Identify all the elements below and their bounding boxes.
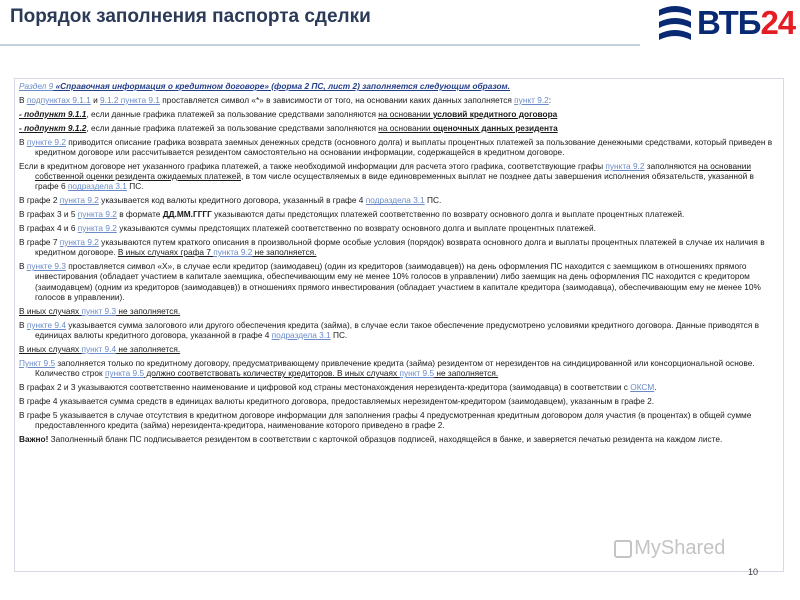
link-subsection-3-1[interactable]: подраздела 3.1 (365, 195, 425, 206)
link-item-9-4[interactable]: пункте 9.4 (26, 319, 66, 330)
paragraph-important: Важно! Заполненный бланк ПС подписывается резидентом в соответствии с карточкой образцов подписей, находящейся в банке, и заверяется печатью резидента на каждом листе. (19, 434, 723, 444)
logo-24: 24 (760, 4, 796, 41)
header (0, 0, 800, 60)
paragraph-no-schedule: Если в кредитном договоре нет указанного графика платежей, а также необходимой информации для расчета этого графика, соответствующие графы пункта 9.2 заполняются на основании собственной оценки резидента ожидаемых платежей, в том числе осуществляемых в виде единовременных выплат не позднее даты завершения исполнения обязательств, указанной в графе 6 подраздела 3.1 ПС. (19, 160, 754, 192)
link-item-9-5[interactable]: пункт 9.5 (399, 368, 435, 379)
paragraph-column-2: В графе 2 пункта 9.2 указывается код валюты кредитного договора, указанный в графе 4 подраздела 3.1 ПС. (19, 195, 442, 206)
paragraph-column-7: В графе 7 пункта 9.2 указываются путем краткого описания в произвольной форме особые условия (порядок) возврата основного долга и выплаты процентных платежей в случае их наличия в кредитном договоре. В иных случаях графа 7 пункта 9.2 не заполняется. (19, 236, 765, 258)
link-oksm[interactable]: ОКСМ (630, 382, 655, 393)
paragraph-subitem-9-1-1: - подпункт 9.1.1, если данные графика платежей за пользование средствами заполняются на основании условий кредитного договора (19, 108, 558, 119)
link-item-9-2[interactable]: пункт 9.2 (514, 94, 549, 105)
paragraph-columns-3-5: В графах 3 и 5 пункта 9.2 в формате ДД.ММ.ГГГГ указываются даты предстоящих платежей соответственно по возврату основного долга и выплате процентных платежей. (19, 209, 685, 220)
link-section-9[interactable]: Раздел 9 (19, 81, 54, 91)
logo-text (697, 4, 795, 42)
page-number: 10 (748, 567, 759, 577)
logo-vtb: ВТБ (697, 4, 761, 41)
link-subsection-3-1[interactable]: подраздела 3.1 (67, 181, 127, 192)
link-item-9-5[interactable]: Пункт 9.5 (19, 357, 56, 368)
paragraph-column-4: В графе 4 указывается сумма средств в единицах валюты кредитного договора, предоставляемых нерезидентом-кредитором (заимодавцем), указанным в графе 2. (19, 395, 655, 406)
link-item-9-2[interactable]: пункта 9.2 (59, 195, 99, 206)
link-item-9-2[interactable]: пункта 9.2 (213, 247, 253, 258)
paragraph-column-5: В графе 5 указывается в случае отсутствия в кредитном договоре информации для заполнения графы 4 предусмотренная кредитным договором доля участия (в процентах) в общей сумме предоставленного кредита (займа) нерезидента-кредитора, наименование которого приведено в графе 2. (19, 409, 752, 431)
link-item-9-2[interactable]: пункта 9.2 (605, 160, 645, 171)
watermark: MyShared (634, 537, 726, 559)
paragraph-item-9-4: В пункте 9.4 указывается сумма залогового или другого обеспечения кредита (займа), в случае если такое обеспечение предусмотрено условиями кредитного договора. Данные приводятся в единицах валюты кредитного договора, указанной в графе 4 подраздела 3.1 ПС. (19, 319, 760, 341)
link-subsection-3-1[interactable]: подраздела 3.1 (271, 330, 331, 341)
paragraph-item-9-3-else: В иных случаях пункт 9.3 не заполняется. (19, 305, 181, 316)
paragraph-subitems: В подпунктах 9.1.1 и 9.1.2 пункта 9.1 проставляется символ «*» в зависимости от того, на основании каких данных заполняется пункт 9.2: (19, 94, 552, 105)
link-item-9-3[interactable]: пункт 9.3 (81, 305, 117, 316)
paragraph-item-9-3: В пункте 9.3 проставляется символ «Х», в случае если кредитор (заимодавец) (один из кредиторов (заимодавцев)) на день оформления ПС находится с заемщиком в отношениях прямого инвестирования (обладает участием в капитале заемщика, обеспечивающим ему не менее 10% голосов в управлении) либо заемщик на день оформления ПС находится с кредитором (заимодавцем) (одним из кредиторов (заимодавцев)) в отношениях прямого инвестирования (обладает участием в капитале кредитора (заимодавца), обеспечивающим ему не менее 10% голосов в управлении). (19, 261, 761, 302)
header-divider (0, 44, 640, 46)
link-item-9-2[interactable]: пункта 9.2 (77, 223, 117, 234)
link-item-9-3[interactable]: пункте 9.3 (26, 261, 66, 272)
link-subitem-9-1-2[interactable]: 9.1.2 пункта 9.1 (100, 94, 160, 105)
link-item-9-4[interactable]: пункт 9.4 (81, 343, 117, 354)
link-item-9-5[interactable]: пункта 9.5 (104, 368, 145, 379)
content-box (14, 78, 784, 572)
paragraph-columns-2-3: В графах 2 и 3 указываются соответственно наименование и цифровой код страны местонахождения нерезидента-кредитора (заимодавца) в соответствии с ОКСМ. (19, 382, 657, 393)
vtb-waves-icon (655, 2, 695, 48)
link-item-9-2[interactable]: пункта 9.2 (59, 236, 99, 247)
link-subitem-9-1-1[interactable]: подпунктах 9.1.1 (26, 94, 91, 105)
page-title: Порядок заполнения паспорта сделки (10, 6, 371, 27)
paragraph-columns-4-6: В графах 4 и 6 пункта 9.2 указываются суммы предстоящих платежей соответственно по возврату основного долга и выплате процентных платежей. (19, 223, 596, 234)
paragraph-item-9-4-else: В иных случаях пункт 9.4 не заполняется. (19, 343, 181, 354)
paragraph-item-9-2: В пункте 9.2 приводится описание графика возврата заемных денежных средств (основного долга) и выплаты процентных платежей за пользование денежными средствами, который приведен в кредитном договоре или рассчитывается резидентом самостоятельно на основании информации, содержащейся в кредитном договоре. (19, 136, 773, 157)
link-item-9-2[interactable]: пункте 9.2 (26, 136, 66, 147)
paragraph-subitem-9-1-2: - подпункт 9.1.2, если данные графика платежей за пользование средствами заполняются на основании оценочных данных резидента (19, 122, 558, 133)
section-intro: Раздел 9 «Справочная информация о кредитном договоре» (форма 2 ПС, лист 2) заполняется следующим образом. (19, 81, 510, 91)
vtb24-logo (655, 0, 800, 50)
link-item-9-2[interactable]: пункта 9.2 (77, 209, 117, 220)
paragraph-item-9-5: Пункт 9.5 заполняется только по кредитному договору, предусматривающему привлечение кредита (займа) резидентом от нерезидентов на синдицированной или консорциональной основе. Количество строк пункта 9.5 должно соответствовать количеству кредиторов. В иных случаях пункт 9.5 не заполняется. (19, 357, 755, 379)
